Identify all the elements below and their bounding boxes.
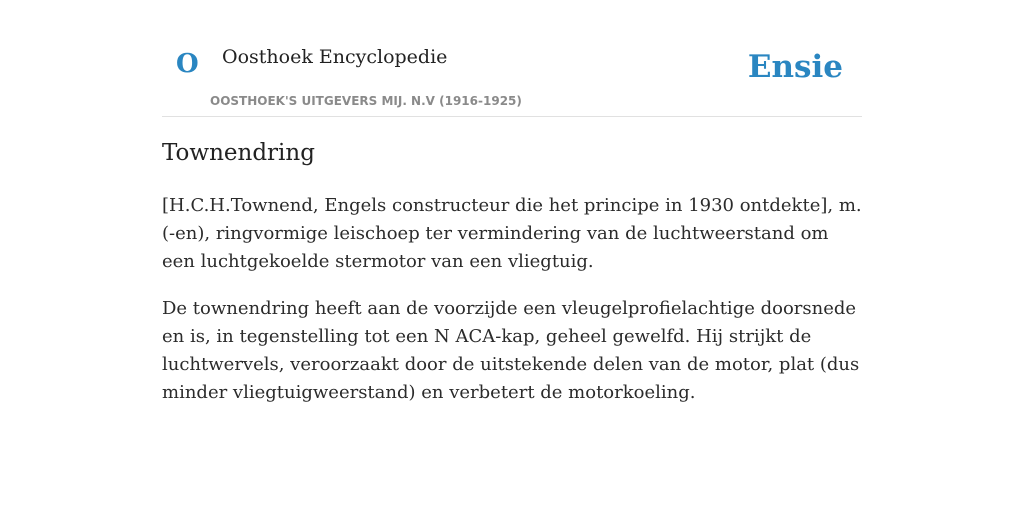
entry-paragraph: De townendring heeft aan de voorzijde een vleugelprofielachtige doorsnede en is, in tegenstelling tot een N ACA-kap, geheel gewelfd. Hij strijkt de luchtwervels, veroorzaakt door de uitstekende delen van de motor, plat (dus minder vliegtuigweerstand) en verbetert de motorkoeling. [162, 298, 860, 403]
source-header [162, 36, 862, 117]
entry-paragraph: [H.C.H.Townend, Engels constructeur die het principe in 1930 ontdekte], m. (-en), ringvormige leischoep ter vermindering van de luchtweerstand om een luchtgekoelde stermotor van een vliegtuig. [162, 195, 862, 272]
ensie-brand-link[interactable]: Ensie [747, 49, 843, 85]
source-logo: O [176, 49, 199, 79]
source-subtitle: OOSTHOEK'S UITGEVERS MIJ. N.V (1916-1925) [210, 94, 522, 108]
source-title[interactable]: Oosthoek Encyclopedie [222, 46, 448, 68]
entry-title: Townendring [162, 140, 315, 166]
entry-content [162, 192, 862, 426]
